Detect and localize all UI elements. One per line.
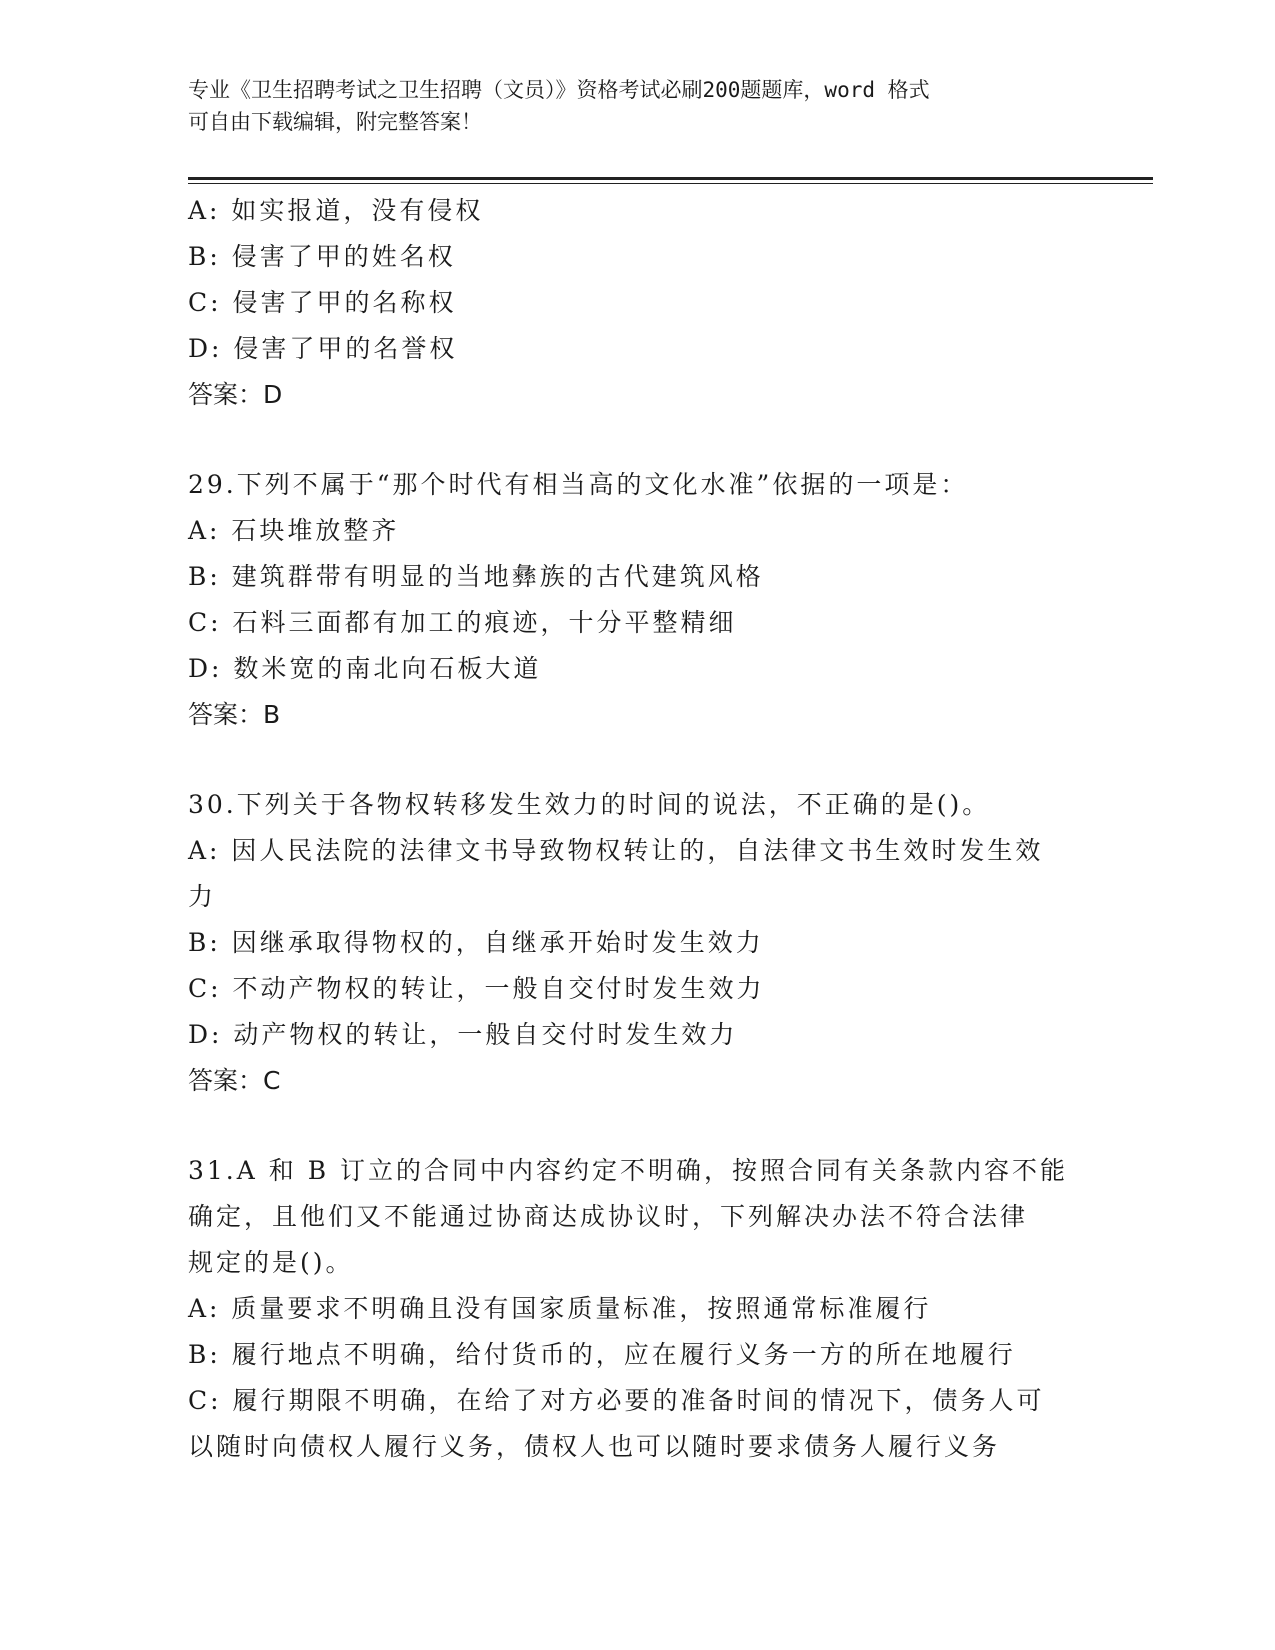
question-stem: 29.下列不属于“那个时代有相当高的文化水准”依据的一项是： xyxy=(188,470,969,499)
option-b: B: 建筑群带有明显的当地彝族的古代建筑风格 xyxy=(188,562,764,591)
question-29 xyxy=(188,462,1088,738)
question-28 xyxy=(188,188,1088,418)
option-a: A: 如实报道，没有侵权 xyxy=(188,196,484,225)
question-spacer xyxy=(188,1104,1088,1148)
question-stem-line-1: 31.A 和 B 订立的合同中内容约定不明确，按照合同有关条款内容不能 xyxy=(188,1156,1069,1185)
answer-line: 答案：D xyxy=(188,380,283,409)
answer-line: 答案：B xyxy=(188,700,281,729)
option-b: B: 因继承取得物权的，自继承开始时发生效力 xyxy=(188,928,764,957)
question-list xyxy=(188,188,1088,1470)
header-divider-thin xyxy=(188,183,1153,184)
option-d: D: 侵害了甲的名誉权 xyxy=(188,334,458,363)
option-c: C: 侵害了甲的名称权 xyxy=(188,288,457,317)
header-title-line-2: 可自由下载编辑，附完整答案！ xyxy=(188,110,482,134)
option-c: C: 不动产物权的转让，一般自交付时发生效力 xyxy=(188,974,765,1003)
question-spacer xyxy=(188,418,1088,462)
option-c-continuation: 以随时向债权人履行义务，债权人也可以随时要求债务人履行义务 xyxy=(188,1432,1001,1461)
document-header xyxy=(188,74,1068,138)
option-d: D: 动产物权的转让，一般自交付时发生效力 xyxy=(188,1020,738,1049)
question-31 xyxy=(188,1148,1088,1470)
option-d: D: 数米宽的南北向石板大道 xyxy=(188,654,542,683)
question-spacer xyxy=(188,738,1088,782)
question-stem-line-3: 规定的是()。 xyxy=(188,1248,354,1277)
option-b: B: 侵害了甲的姓名权 xyxy=(188,242,456,271)
option-b: B: 履行地点不明确，给付货币的，应在履行义务一方的所在地履行 xyxy=(188,1340,1016,1369)
option-a: A: 因人民法院的法律文书导致物权转让的，自法律文书生效时发生效 xyxy=(188,836,1044,865)
header-divider-thick xyxy=(188,177,1153,180)
option-a: A: 质量要求不明确且没有国家质量标准，按照通常标准履行 xyxy=(188,1294,932,1323)
answer-line: 答案：C xyxy=(188,1066,281,1095)
option-a-continuation: 力 xyxy=(188,882,217,911)
option-c: C: 履行期限不明确，在给了对方必要的准备时间的情况下，债务人可 xyxy=(188,1386,1045,1415)
question-stem-line-2: 确定，且他们又不能通过协商达成协议时，下列解决办法不符合法律 xyxy=(188,1202,1029,1231)
header-title-line-1: 专业《卫生招聘考试之卫生招聘（文员）》资格考试必刷200题题库，word 格式 xyxy=(188,78,930,102)
question-30 xyxy=(188,782,1088,1104)
question-stem: 30.下列关于各物权转移发生效力的时间的说法，不正确的是()。 xyxy=(188,790,991,819)
option-a: A: 石块堆放整齐 xyxy=(188,516,400,545)
option-c: C: 石料三面都有加工的痕迹，十分平整精细 xyxy=(188,608,737,637)
